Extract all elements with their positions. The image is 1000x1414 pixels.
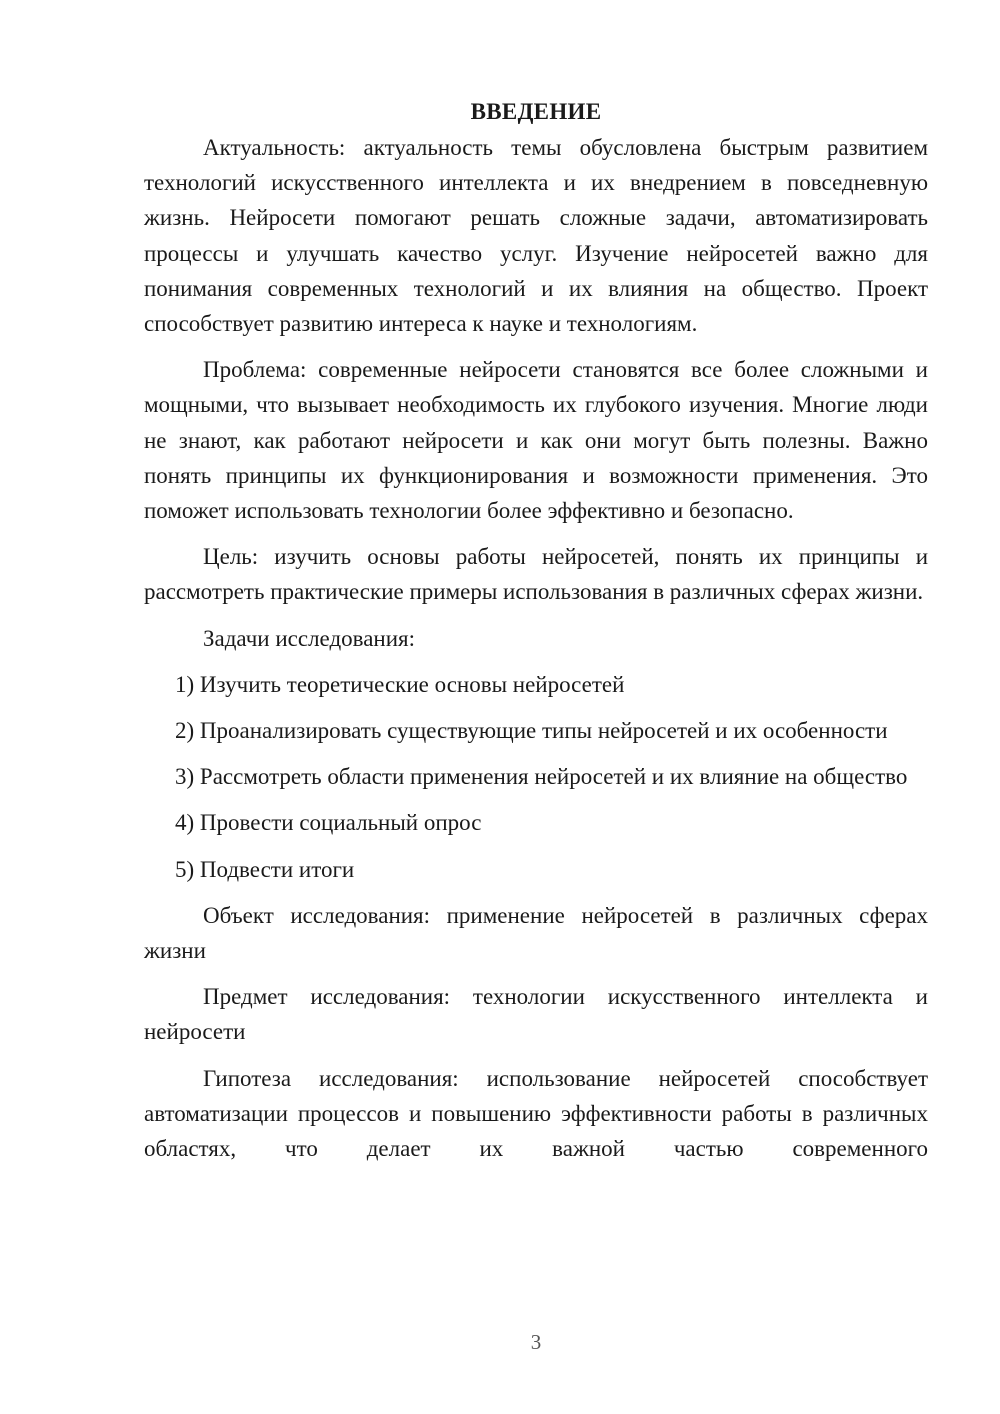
task-item-1: 1) Изучить теоретические основы нейросетей xyxy=(175,671,625,697)
object-paragraph: Объект исследования: применение нейросетей в различных сферах жизни xyxy=(144,902,928,964)
tasks-title: Задачи исследования: xyxy=(203,625,416,651)
task-item-4: 4) Провести социальный опрос xyxy=(175,810,482,836)
subject-paragraph: Предмет исследования: технологии искусственного интеллекта и нейросети xyxy=(144,984,928,1045)
hypothesis-paragraph: Гипотеза исследования: использование нейросетей способствует автоматизации процессов и повышению эффективности работы в различных областях, что делает их важной частью современного xyxy=(144,1065,928,1162)
page-content xyxy=(144,94,928,1177)
problem-paragraph: Проблема: современные нейросети становятся все более сложными и мощными, что вызывает необходимость их глубокого изучения. Многие люди не знают, как работают нейросети и как они могут быть полезны. Важно понять принципы их функционирования и возможности применения. Это поможет использовать технологии более эффективно и безопасно. xyxy=(144,357,928,524)
section-heading: ВВЕДЕНИЕ xyxy=(470,99,602,124)
task-item-2: 2) Проанализировать существующие типы нейросетей и их особенности xyxy=(175,718,888,744)
page-number: 3 xyxy=(530,1330,542,1354)
goal-paragraph: Цель: изучить основы работы нейросетей, понять их принципы и рассмотреть практические примеры использования в различных сферах жизни. xyxy=(144,544,928,605)
task-item-5: 5) Подвести итоги xyxy=(175,856,355,882)
relevance-paragraph: Актуальность: актуальность темы обусловлена быстрым развитием технологий искусственного интеллекта и их внедрением в повседневную жизнь. Нейросети помогают решать сложные задачи, автоматизировать процессы и улучшать качество услуг. Изучение нейросетей важно для понимания современных технологий и их влияния на общество. Проект способствует развитию интереса к науке и технологиям. xyxy=(144,135,928,337)
task-item-3: 3) Рассмотреть области применения нейросетей и их влияние на общество xyxy=(175,764,908,790)
